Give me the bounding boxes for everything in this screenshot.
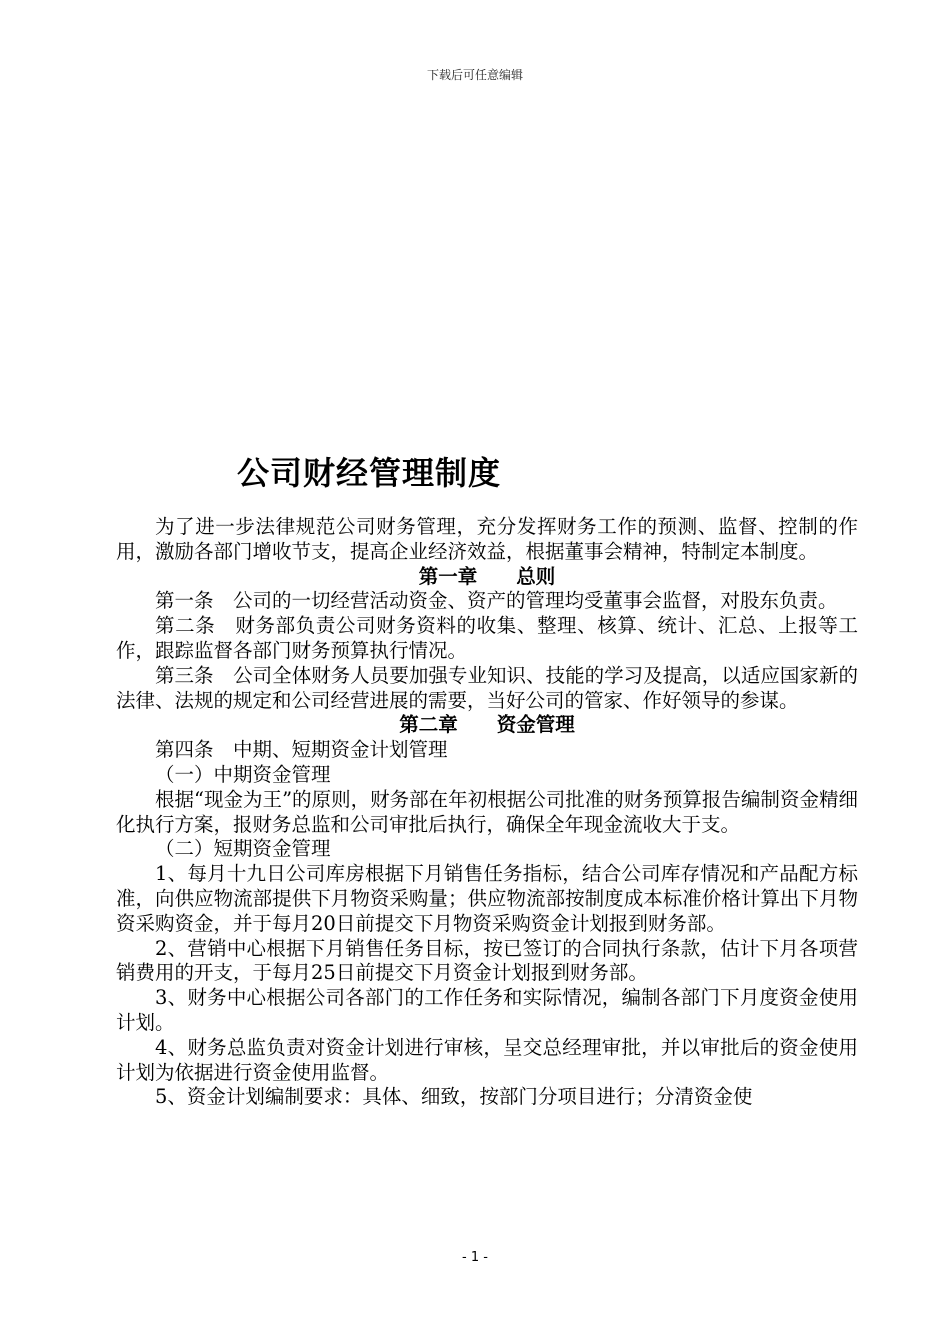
body-paragraph: 根据“现金为王”的原则，财务部在年初根据公司批准的财务预算报告编制资金精细化执行方案，报财务总监和公司审批后执行，确保全年现金流收大于支。 [116, 787, 858, 836]
page-number: - 1 - [462, 1250, 488, 1265]
document-title: 公司财经管理制度 [237, 454, 502, 492]
intro-paragraph: 为了进一步法律规范公司财务管理，充分发挥财务工作的预测、监督、控制的作用，激励各部门增收节支，提高企业经济效益，根据董事会精神，特制定本制度。 [116, 515, 858, 563]
list-item: 4、财务总监负责对资金计划进行审核，呈交总经理审批，并以审批后的资金使用计划为依据进行资金使用监督。 [116, 1035, 858, 1084]
list-item: 1、每月十九日公司库房根据下月销售任务指标，结合公司库存情况和产品配方标准，向供应物流部提供下月物资采购量；供应物流部按制度成本标准价格计算出下月物资采购资金，并于每月20日前提交下月物资采购资金计划报到财务部。 [116, 862, 858, 935]
article-paragraph: 第二条 财务部负责公司财务资料的收集、整理、核算、统计、汇总、上报等工作，跟踪监督各部门财务预算执行情况。 [116, 614, 858, 662]
section-heading: （一）中期资金管理 [155, 762, 331, 786]
document-body [116, 515, 858, 1110]
page-header-note: 下载后可任意编辑 [426, 68, 523, 82]
article-paragraph: 第四条 中期、短期资金计划管理 [155, 738, 448, 762]
chapter-heading: 第一章 总则 [418, 564, 556, 588]
list-item: 5、资金计划编制要求：具体、细致，按部门分项目进行；分清资金使 [155, 1085, 753, 1109]
chapter-heading: 第二章 资金管理 [399, 713, 575, 737]
section-heading: （二）短期资金管理 [155, 837, 331, 861]
article-paragraph: 第一条 公司的一切经营活动资金、资产的管理均受董事会监督，对股东负责。 [155, 589, 838, 613]
list-item: 2、营销中心根据下月销售任务目标，按已签订的合同执行条款，估计下月各项营销费用的开支，于每月25日前提交下月资金计划报到财务部。 [116, 936, 858, 985]
article-paragraph: 第三条 公司全体财务人员要加强专业知识、技能的学习及提高，以适应国家新的法律、法规的规定和公司经营进展的需要，当好公司的管家、作好领导的参谋。 [116, 663, 858, 712]
list-item: 3、财务中心根据公司各部门的工作任务和实际情况，编制各部门下月度资金使用计划。 [116, 986, 858, 1034]
